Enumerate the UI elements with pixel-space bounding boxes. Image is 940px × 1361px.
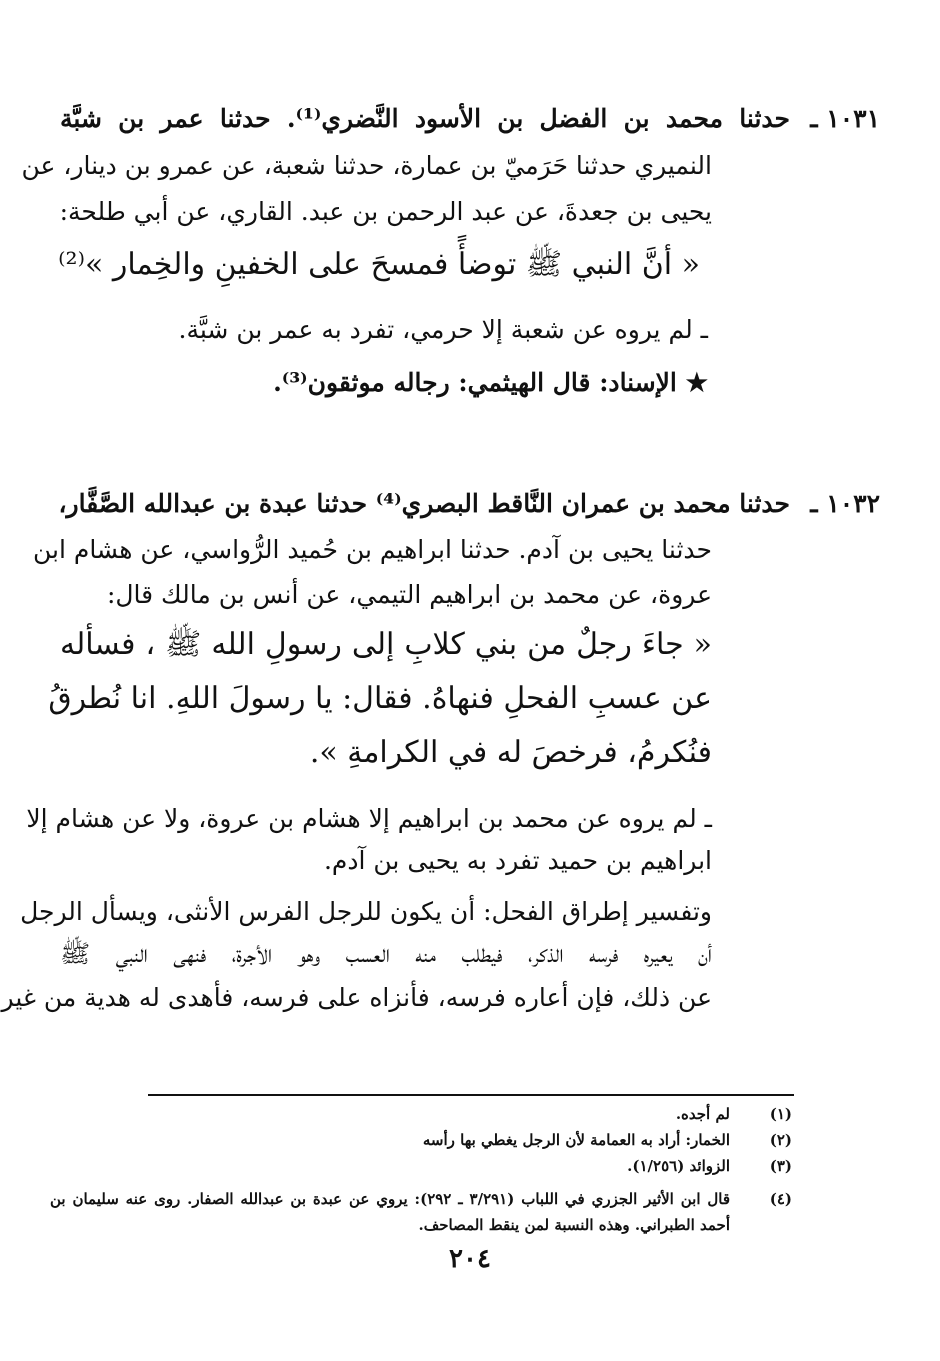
footnote-marker: (٢) [769, 1131, 792, 1149]
page-number: ٢٠٤ [449, 1244, 491, 1274]
note-line: ـ لم يروه عن شعبة إلا حرمي، تفرد به عمر بن شبَّة. [178, 315, 708, 344]
hadith-number: ١٠٣٢ ـ [810, 489, 880, 518]
footnote-marker: (١) [769, 1105, 792, 1123]
explanation-line: أن يعيره فرسه الذكر، فيطلب منه العسب وهو الأجرة، فنهى النبي ﷺ [60, 939, 712, 968]
hadith-text: « جاءَ رجلٌ من بني كلابِ إلى رسولِ الله ﷺ ، فسأله [60, 627, 712, 662]
hadith-text: « أنَّ النبي ﷺ توضأً فمسحَ على الخفينِ والخِمار »⁽²⁾ [58, 247, 700, 282]
isnad-line: عروة، عن محمد بن ابراهيم التيمي، عن أنس بن مالك قال: [106, 580, 712, 609]
isnad-grading: ★ الإسناد: قال الهيثمي: رجاله موثقون⁽³⁾. [273, 368, 708, 397]
isnad-line: حدثنا يحيى بن آدم. حدثنا ابراهيم بن حُميد الرُّواسي، عن هشام ابن [32, 535, 712, 564]
footnote-marker: (٤) [769, 1190, 792, 1208]
footnote-text-continued: أحمد الطبراني. وهذه النسبة لمن ينقط المصاحف. [418, 1216, 730, 1234]
footnote-text: لم أجده. [675, 1105, 730, 1123]
note-line: ـ لم يروه عن محمد بن ابراهيم إلا هشام بن عروة، ولا عن هشام إلا [26, 804, 712, 833]
footnote-text: قال ابن الأثير الجزري في اللباب (٣/٢٩١ ـ ٢٩٢): يروي عن عبدة بن عبدالله الصفار. روى عنه سليمان بن [50, 1190, 731, 1208]
hadith-text: عن عسبِ الفحلِ فنهاهُ. فقال: يا رسولَ اللهِ. انا نُطرقُ [48, 681, 712, 716]
isnad-line: يحيى بن جعدةَ، عن عبد الرحمن بن عبد. القاري، عن أبي طلحة: [59, 197, 712, 226]
footnote-marker: (٣) [769, 1157, 792, 1175]
explanation-line: عن ذلك، فإن أعاره فرسه، فأنزاه على فرسه، فأهدى له هدية من غير [1, 983, 712, 1012]
footnote-separator [148, 1094, 794, 1096]
note-line: ابراهيم بن حميد تفرد به يحيى بن آدم. [323, 846, 712, 875]
hadith-text: فنُكرمُ، فرخصَ له في الكرامةِ ». [309, 735, 712, 770]
footnote-text: الزوائد (١/٢٥٦). [627, 1157, 730, 1175]
isnad-line: النميري حدثنا حَرَميّ بن عمارة، حدثنا شعبة، عن عمرو بن دينار، عن [21, 151, 712, 180]
isnad-line: حدثنا محمد بن الفضل بن الأسود النَّضري⁽¹⁾. حدثنا عمر بن شبَّة [60, 104, 790, 133]
explanation-line: وتفسير إطراق الفحل: أن يكون للرجل الفرس الأنثى، ويسأل الرجل [20, 897, 712, 926]
hadith-number: ١٠٣١ ـ [810, 104, 880, 133]
isnad-line: حدثنا محمد بن عمران النَّاقط البصري⁽⁴⁾ حدثنا عبدة بن عبدالله الصَّفَّار، [58, 489, 790, 518]
footnote-text: الخمار: أراد به العمامة لأن الرجل يغطي بها رأسه [422, 1131, 730, 1149]
